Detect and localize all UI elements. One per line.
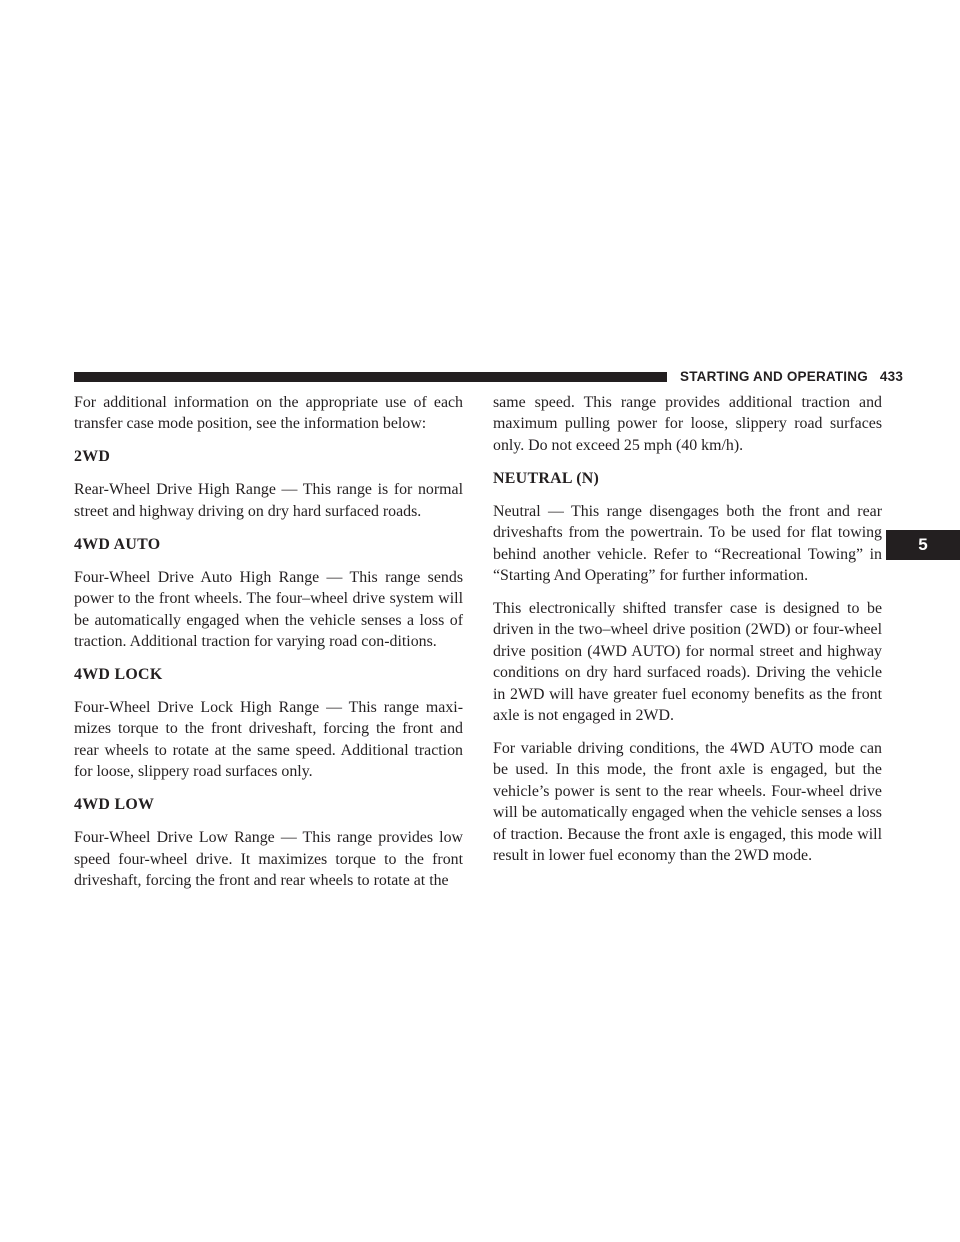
heading-neutral: NEUTRAL (N) bbox=[493, 469, 600, 487]
paragraph-4wd-auto: Four-Wheel Drive Auto High Range — This range sends power to the front wheels. The four–wheel drive system will be automatically engaged when the vehicle senses a loss of traction. Additional traction for varying road con-ditions. bbox=[74, 568, 463, 651]
paragraph-2wd: Rear-Wheel Drive High Range — This range is for normal street and highway driving on dry hard surfaced roads. bbox=[74, 481, 463, 520]
paragraph-variable-conditions: For variable driving conditions, the 4WD AUTO mode can be used. In this mode, the front axle is engaged, but the vehicle’s power is sent to the rear wheels. Four-wheel drive will be automatically engaged when the vehicle senses a loss of traction. Because the front axle is engaged, this mode will result in lower fuel economy than the 2WD mode. bbox=[493, 740, 882, 865]
paragraph-4wd-lock: Four-Wheel Drive Lock High Range — This range maxi-mizes torque to the front driveshaft, forcing the front and rear wheels to rotate at the same speed. Additional traction for loose, slippery road surfaces only. bbox=[74, 699, 463, 781]
running-header bbox=[680, 368, 904, 386]
heading-4wd-low: 4WD LOW bbox=[74, 796, 155, 814]
page-number: 433 bbox=[879, 369, 904, 384]
right-column bbox=[493, 392, 882, 878]
paragraph-4wd-low-continued: same speed. This range provides additional traction and maximum pulling power for loose, slippery road surfaces only. Do not exceed 25 mph (40 km/h). bbox=[493, 394, 882, 454]
header-rule bbox=[74, 372, 667, 382]
paragraph-neutral: Neutral — This range disengages both the front and rear driveshafts from the powertrain. To be used for flat towing behind another vehicle. Refer to “Recreational Towing” in “Starting And Operating” for further information. bbox=[493, 502, 882, 585]
intro-paragraph: For additional information on the appropriate use of each transfer case mode position, see the information below: bbox=[74, 394, 463, 433]
paragraph-4wd-low: Four-Wheel Drive Low Range — This range provides low speed four-wheel drive. It maximizes torque to the front driveshaft, forcing the front and rear wheels to rotate at the bbox=[74, 829, 463, 890]
paragraph-electronic-shift: This electronically shifted transfer case is designed to be driven in the two–wheel drive position (2WD) or four-wheel drive position (4WD AUTO) for normal street and highway conditions on dry hard surfaced roads). Driving the vehicle in 2WD will have greater fuel economy benefits as the front axle is not engaged in 2WD. bbox=[493, 600, 882, 725]
left-column bbox=[74, 392, 463, 903]
chapter-tab: 5 bbox=[886, 530, 960, 560]
heading-2wd: 2WD bbox=[74, 448, 111, 466]
section-title: STARTING AND OPERATING bbox=[680, 369, 868, 384]
heading-4wd-lock: 4WD LOCK bbox=[74, 666, 163, 684]
heading-4wd-auto: 4WD AUTO bbox=[74, 535, 161, 553]
